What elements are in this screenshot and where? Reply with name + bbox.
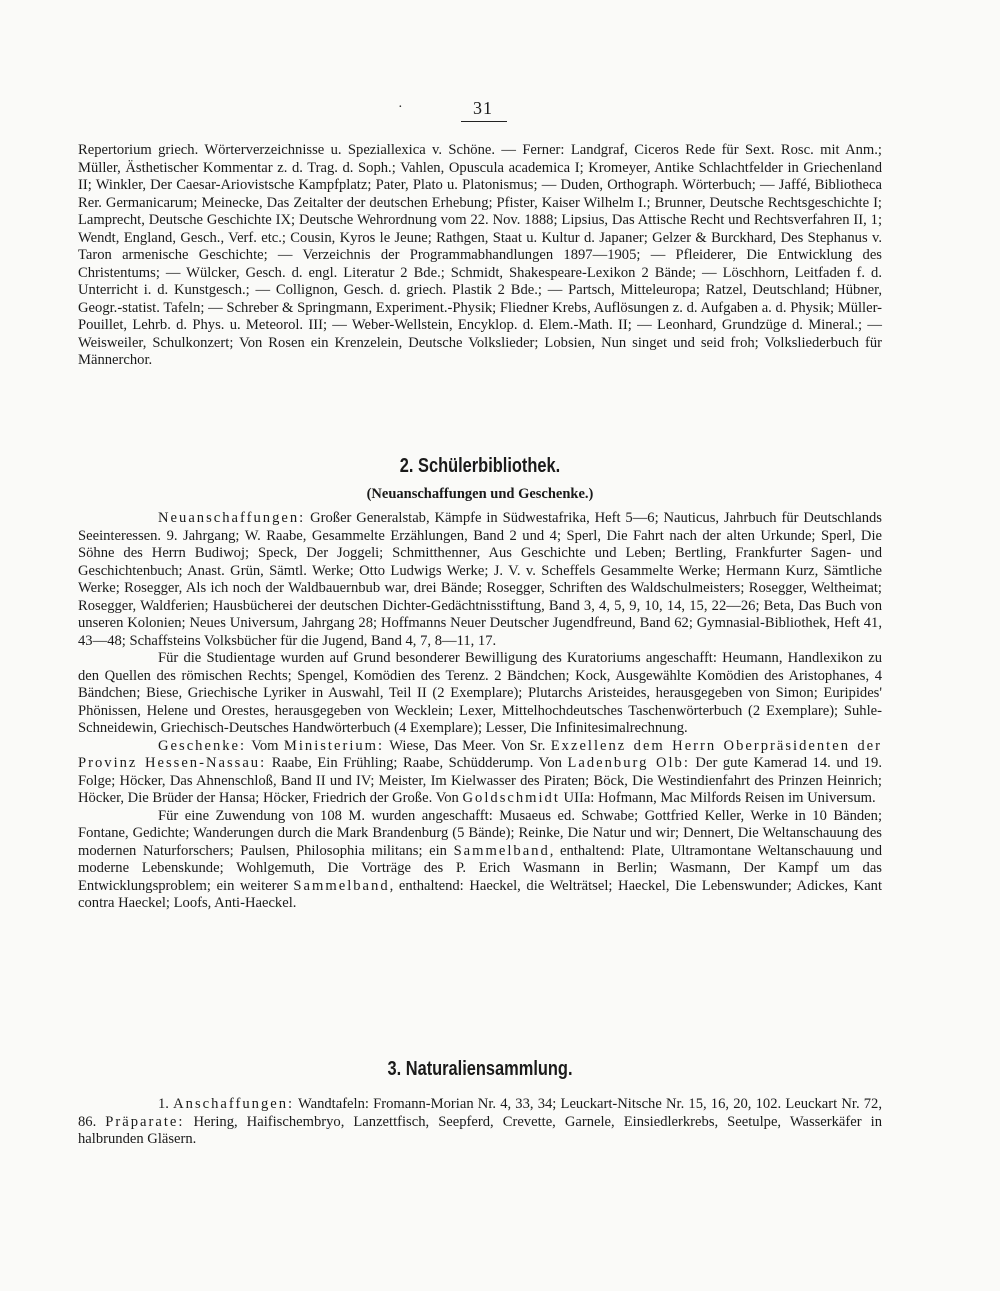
item-number: 1.: [158, 1096, 174, 1112]
zuwendung-text-c: , enthaltend: Haeckel, die Welträtsel; Haeckel, Die Lebenswunder; Adickes, Kant contra Haeckel; Loofs, Anti-Haeckel.: [78, 877, 882, 911]
zuwendung-text-b: , enthaltend: Plate, Ultramontane Weltanschauung und moderne Lebenskunde; Wohlgemuth, Die Vorträge des P. Erich Wasmann in Berlin; Wasmann, Der Kampf um das Entwicklungsproblem; ein weiterer: [78, 842, 882, 894]
paragraph-geschenke: [78, 738, 882, 808]
zuwendung-text-a: Für eine Zuwendung von 108 M. wurden angeschafft: Musaeus ed. Schwabe; Gottfried Keller, Werke in 10 Bänden; Fontane, Gedichte; Wanderungen durch die Mark Brandenburg (5 Bände); Reinke, Die Natur und wir; Dennert, Die Weltanschauung des modernen Naturforschers; Paulsen, Philosophia militans; ein: [78, 807, 882, 859]
page-mark: ·: [398, 100, 403, 115]
heading-text: 2. Schülerbibliothek.: [399, 455, 561, 477]
library-list-continued: [78, 142, 882, 370]
section-heading-naturaliensammlung: [78, 1058, 882, 1081]
neuanschaffungen-text: Großer Generalstab, Kämpfe in Südwestafrika, Heft 5—6; Nauticus, Jahrbuch für Deutschlands Seeinteressen. 9. Jahrgang; W. Raabe, Gesammelte Erzählungen, Band 2 und 4; Sperl, Die Fahrt nach der alten Urkunde; Sperl, Die Söhne des Herrn Budiwoj; Speck, Der Joggeli; Schmitthenner, Aus Geschichte und Leben; Bertling, Frankfurter Sagen- und Geschichtenbuch; Anast. Grün, Sämtl. Werke; Otto Ludwigs Werke; J. V. v. Scheffels Gesammelte Werke; Hermann Kurz, Sämtliche Werke; Rosegger, Als ich noch der Waldbauernbub war, drei Bände; Rosegger, Schriften des Waldschulmeisters; Rosegger, Weltheimat; Rosegger, Waldferien; Hausbücherei der deutschen Dichter-Gedächtnisstiftung, Band 3, 4, 5, 9, 10, 14, 15, 22—26; Beta, Das Buch von unseren Kolonien; Neues Universum, Jahrgang 28; Hoffmanns Neuer Deutscher Jugendfreund, Band 62; Gymnasial-Bibliothek, Heft 41, 43—48; Schaffsteins Volksbücher für die Jugend, Band 4, 7, 8—11, 17.: [78, 510, 882, 649]
section-heading-schuelerbibliothek: [78, 455, 882, 478]
paragraph-zuwendung: [78, 808, 882, 913]
geschenke-text-b: Wiese, Das Meer. Von Sr.: [384, 737, 551, 754]
section-subheading: [78, 484, 882, 503]
label-neuanschaffungen: Neuanschaffungen:: [158, 510, 306, 526]
paragraph-neuanschaffungen: [78, 510, 882, 650]
paragraph-repertorium: Repertorium griech. Wörterverzeichnisse u. Speziallexica v. Schöne. — Ferner: Landgraf, Ciceros Rede für Sext. Rosc. mit Anm.; Müller, Ästhetischer Kommentar z. d. Trag. d. Soph.; Vahlen, Opuscula academica I; Kromeyer, Antike Schlachtfelder in Griechenland II; Winkler, Der Caesar-Ariovistsche Kampfplatz; Pater, Plato u. Platonismus; — Duden, Orthograph. Wörterbuch; — Jaffé, Bibliotheca Rer. Germanicarum; Meinecke, Das Zeitalter der deutschen Erhebung; Pfister, Kaiser Wilhelm I.; Brunner, Deutsche Rechtsgeschichte I; Lamprecht, Deutsche Geschichte IX; Deutsche Wehrordnung vom 22. Nov. 1888; Lipsius, Das Attische Recht und Rechtsverfahren II, 1; Wendt, England, Gesch., Verf. etc.; Cousin, Kyros le Jeune; Rathgen, Staat u. Kultur d. Japaner; Gelzer & Burckhard, Des Stephanus v. Taron armenische Geschichte; — Verzeichnis der Programmabhandlungen 1897—1905; — Pfleiderer, Die Entwicklung des Christentums; — Wülcker, Gesch. d. engl. Literatur 2 Bde.; Schmidt, Shakespeare-Lexikon 2 Bände; — Löschhorn, Leitfaden f. d. Unterricht i. d. Kunstgesch.; — Collignon, Gesch. d. griech. Plastik 2 Bde.; — Partsch, Mitteleuropa; Ratzel, Deutschland; Hübner, Geogr.-statist. Tafeln; — Schreber & Springmann, Experiment.-Physik; Fliedner Krebs, Auflösungen z. d. Aufgaben a. d. Physik; Müller-Pouillet, Lehrb. d. Phys. u. Meteorol. III; — Weber-Wellstein, Encyklop. d. Elem.-Math. II; — Leonhard, Grundzüge d. Mineral.; — Weisweiler, Schulkonzert; Von Rosen ein Krenzelein, Deutsche Volkslieder; Lobsien, Nun singet und seid froh; Volksliederbuch für Männerchor.: [78, 142, 882, 368]
donor-ladenburg: Ladenburg Olb:: [567, 755, 690, 771]
page-number: 31: [473, 98, 493, 118]
anschaffungen-text-a: Wandtafeln: Fromann-Morian Nr. 4, 33, 34; Leuckart-Nitsche Nr. 15, 16, 20, 102. Leuckart Nr. 72, 86.: [78, 1096, 883, 1130]
geschenke-text-e: UIIa: Hofmann, Mac Milfords Reisen im Universum.: [559, 790, 876, 806]
label-praeparate: Präparate:: [105, 1113, 185, 1130]
paragraph-anschaffungen: [78, 1096, 882, 1149]
label-anschaffungen: Anschaffungen:: [173, 1096, 295, 1112]
donor-oberpraesident: Exzellenz dem Herrn Oberpräsidenten der Provinz Hessen-Nassau:: [78, 737, 883, 771]
sammelband-1: Sammelband: [453, 842, 550, 859]
paragraph-studientage: Für die Studientage wurden auf Grund besonderer Bewilligung des Kuratoriums angeschafft: Heumann, Handlexikon zu den Quellen des römischen Rechts; Spengel, Komödien des Terenz. 2 Bändchen; Kock, Ausgewählte Komödien des Aristophanes, 4 Bändchen; Biese, Griechische Lyriker in Auswahl, Teil II (2 Exemplare); Plutarchs Aristeides, herausgegeben von Simon; Euripides' Phönissen, Helene und Orestes, herausgegeben von Wecklein; Lexer, Mittelhochdeutsches Taschenwörterbuch (2 Exemplare); Suhle-Schneidewin, Griechisch-Deutsches Handwörterbuch (4 Exemplare); Lesser, Die Infinitesimalrechnung.: [78, 650, 882, 736]
donor-ministerium: Ministerium:: [283, 737, 385, 754]
geschenke-text-c: Raabe, Ein Frühling; Raabe, Schüdderump. Von: [266, 755, 568, 771]
heading-text: 3. Naturaliensammlung.: [387, 1058, 573, 1080]
subheading-text: (Neuanschaffungen und Geschenke.): [366, 486, 594, 502]
donor-goldschmidt: Goldschmidt: [462, 790, 560, 806]
geschenke-text-d: Der gute Kamerad 14. und 19. Folge; Höcker, Das Ahnenschloß, Band II und IV; Meister, Im Kielwasser des Piraten; Böck, Die Westindienfahrt des Prinzen Heinrich; Höcker, Die Brüder der Hansa; Höcker, Friedrich der Große. Von: [78, 755, 882, 806]
sammelband-2: Sammelband: [293, 877, 390, 894]
geschenke-text-a: Vom: [246, 737, 284, 754]
anschaffungen-text-b: Hering, Haifischembryo, Lanzettfisch, Seepferd, Crevette, Garnele, Einsiedlerkrebs, Seetulpe, Wasserkäfer in halbrunden Gläsern.: [78, 1113, 882, 1147]
naturaliensammlung-body: [78, 1096, 882, 1149]
label-geschenke: Geschenke:: [158, 737, 247, 754]
schuelerbibliothek-body: [78, 510, 882, 913]
page-number-underline: [461, 121, 507, 122]
